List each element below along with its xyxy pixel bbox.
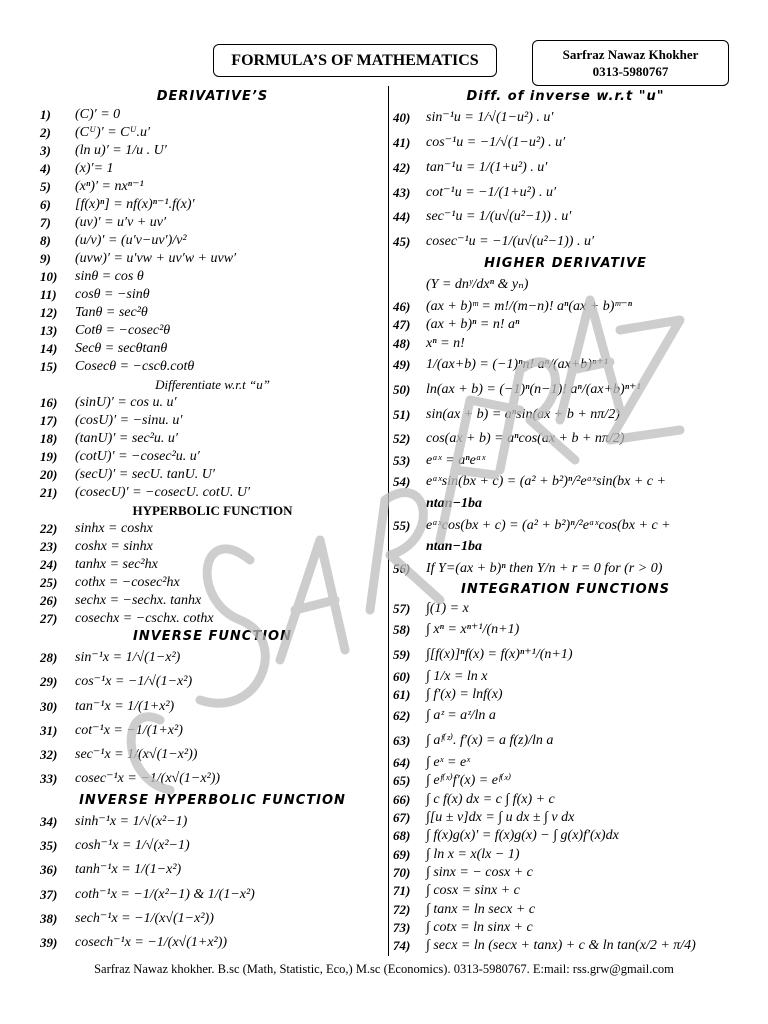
formula-number: 41) xyxy=(393,135,411,151)
formula-number: 28) xyxy=(40,650,58,665)
formula-text: sinh⁻¹x = 1/√(x²−1) xyxy=(75,813,188,829)
section-heading: HYPERBOLIC FUNCTION xyxy=(132,503,293,518)
formula-number: 35) xyxy=(40,838,58,854)
formula-row xyxy=(40,106,385,124)
formula-number: 50) xyxy=(393,381,411,397)
formula-row xyxy=(40,268,385,286)
formula-row xyxy=(40,538,385,556)
formula-row xyxy=(40,286,385,304)
formula-number: 16) xyxy=(40,395,58,410)
formula-row xyxy=(40,340,385,358)
formula-text: If Y=(ax + b)ⁿ then Y/n + r = 0 for (r > 0) xyxy=(426,560,663,576)
formula-number: 11) xyxy=(40,287,57,302)
formula-row xyxy=(40,574,385,592)
formula-text: (Y = dnʸ/dxⁿ & yₙ) xyxy=(426,277,529,293)
formula-text: ∫ c f(x) dx = c ∫ f(x) + c xyxy=(426,791,555,807)
formula-text: sin⁻¹x = 1/√(1−x²) xyxy=(75,650,181,665)
formula-number: 9) xyxy=(40,251,51,266)
formula-text: ln(ax + b) = (−1)ⁿ(n−1)! aⁿ/(ax+b)ⁿ⁺¹ xyxy=(426,381,641,397)
formula-text: Secθ = secθtanθ xyxy=(75,341,168,356)
formula-row xyxy=(393,864,738,882)
formula-text: sec⁻¹x = 1/(x√(1−x²)) xyxy=(75,747,198,763)
formula-number: 26) xyxy=(40,593,58,608)
formula-text: (sinU)′ = cos u. u′ xyxy=(75,395,177,410)
formula-text: ∫[u ± v]dx = ∫ u dx ± ∫ v dx xyxy=(426,809,575,825)
formula-number: 56) xyxy=(393,560,411,576)
formula-row xyxy=(393,131,738,156)
left-formula-column xyxy=(40,88,385,956)
formula-row xyxy=(393,181,738,206)
formula-number: 6) xyxy=(40,197,51,212)
formula-number: 4) xyxy=(40,161,51,176)
formula-row xyxy=(393,937,738,955)
formula-number: 38) xyxy=(40,910,58,926)
formula-row xyxy=(40,358,385,376)
formula-text: Tanθ = sec²θ xyxy=(75,305,148,320)
formula-text: cothx = −cosec²hx xyxy=(75,575,180,590)
formula-row xyxy=(40,883,385,907)
formula-row xyxy=(393,378,738,403)
author-name: Sarfraz Nawaz Khokher xyxy=(562,47,699,62)
formula-number: 54) xyxy=(393,474,411,490)
formula-row xyxy=(393,809,738,827)
formula-row xyxy=(393,618,738,643)
formula-number: 70) xyxy=(393,864,411,880)
formula-number: 73) xyxy=(393,920,411,935)
section-heading: HIGHER DERIVATIVE xyxy=(484,255,647,271)
formula-row xyxy=(40,484,385,502)
formula-row xyxy=(40,931,385,955)
formula-text: (cosecU)′ = −cosecU. cotU. U′ xyxy=(75,485,251,500)
formula-text: sec⁻¹u = 1/(u√(u²−1)) . u′ xyxy=(426,209,572,225)
formula-number: 2) xyxy=(40,125,51,140)
formula-number: 18) xyxy=(40,431,58,446)
formula-row xyxy=(40,466,385,484)
formula-text: eᵃˣ = aⁿeᵃˣ xyxy=(426,453,486,469)
formula-number: 71) xyxy=(393,883,411,899)
formula-row xyxy=(40,810,385,834)
formula-number: 5) xyxy=(40,179,51,194)
formula-text: tanh⁻¹x = 1/(1−x²) xyxy=(75,862,182,878)
formula-number: 29) xyxy=(40,674,58,690)
formula-text: (tanU)′ = sec²u. u′ xyxy=(75,431,178,446)
formula-row xyxy=(40,719,385,743)
formula-row xyxy=(393,557,738,582)
formula-number: 46) xyxy=(393,299,411,315)
formula-number: 64) xyxy=(393,754,411,770)
right-formula-column xyxy=(393,88,738,956)
formula-row xyxy=(40,178,385,196)
formula-number: 23) xyxy=(40,539,58,554)
formula-text: xⁿ = n! xyxy=(426,335,465,351)
formula-number: 36) xyxy=(40,862,58,878)
formula-row xyxy=(393,772,738,790)
formula-row xyxy=(40,592,385,610)
formula-row xyxy=(393,470,738,495)
formula-row xyxy=(393,156,738,181)
formula-row xyxy=(40,250,385,268)
formula-row xyxy=(40,214,385,232)
section-heading: INTEGRATION FUNCTIONS xyxy=(461,582,670,598)
formula-row xyxy=(393,882,738,900)
formula-number: 8) xyxy=(40,233,51,248)
formula-row xyxy=(393,353,738,378)
formula-number: 25) xyxy=(40,575,58,590)
formula-number: 37) xyxy=(40,886,58,902)
formula-number: 48) xyxy=(393,335,411,351)
formula-text: ∫ ln x = x(lx − 1) xyxy=(426,846,520,862)
formula-number: 7) xyxy=(40,215,51,230)
formula-number: 61) xyxy=(393,687,411,703)
formula-row xyxy=(393,901,738,919)
formula-row xyxy=(40,430,385,448)
formula-number: 43) xyxy=(393,184,411,200)
formula-number: 63) xyxy=(393,733,411,749)
formula-row xyxy=(40,556,385,574)
formula-text: ∫ aᶻ = aᶻ/ln a xyxy=(426,708,496,724)
formula-text: (Cᵁ)′ = Cᵁ.u′ xyxy=(75,125,151,140)
section-subheading: Differentiate w.r.t “u” xyxy=(155,377,270,392)
formula-text: (u/v)′ = (u′v−uv′)/v² xyxy=(75,233,187,248)
formula-row xyxy=(40,858,385,882)
column-divider xyxy=(388,86,389,956)
formula-row xyxy=(393,754,738,772)
formula-number: 49) xyxy=(393,357,411,373)
formula-text: cos⁻¹x = −1/√(1−x²) xyxy=(75,674,193,690)
formula-number: 51) xyxy=(393,406,411,422)
formula-text: ∫ cotx = ln sinx + c xyxy=(426,920,533,935)
formula-row xyxy=(393,316,738,334)
formula-text: (C)′ = 0 xyxy=(75,107,121,122)
formula-text: ∫ f′(x) = lnf(x) xyxy=(426,687,503,703)
formula-text: cot⁻¹x = −1/(1+x²) xyxy=(75,722,183,738)
formula-number: 14) xyxy=(40,341,58,356)
formula-text: (ln u)′ = 1/u . U′ xyxy=(75,143,167,158)
formula-text: ∫ eᶠ⁽ˣ⁾f′(x) = eᶠ⁽ˣ⁾ xyxy=(426,773,512,789)
formula-continuation xyxy=(393,538,738,556)
formula-row xyxy=(393,230,738,255)
formula-number: 34) xyxy=(40,813,58,829)
formula-continuation xyxy=(393,495,738,513)
formula-number: 21) xyxy=(40,485,58,500)
formula-text: sech⁻¹x = −1/(x√(1−x²)) xyxy=(75,910,214,926)
formula-text: ∫ aᶠ⁽ᶻ⁾. f′(x) = a f(z)/ln a xyxy=(426,733,554,749)
author-phone: 0313-5980767 xyxy=(592,64,669,79)
formula-text: ∫ f(x)g(x)′ = f(x)g(x) − ∫ g(x)f′(x)dx xyxy=(426,828,619,844)
formula-number: 13) xyxy=(40,323,58,338)
formula-row xyxy=(393,205,738,230)
formula-number: 32) xyxy=(40,747,58,763)
formula-text: Cotθ = −cosec²θ xyxy=(75,323,171,338)
formula-number: 74) xyxy=(393,938,411,954)
formula-row xyxy=(40,412,385,430)
formula-number: 66) xyxy=(393,791,411,807)
author-box xyxy=(532,40,729,86)
formula-text: ∫ xⁿ = xⁿ⁺¹/(n+1) xyxy=(426,622,520,638)
page-title: FORMULA’S OF MATHEMATICS xyxy=(213,44,497,77)
formula-row xyxy=(393,919,738,937)
formula-text: cosec⁻¹x = −1/(x√(1−x²)) xyxy=(75,771,221,787)
formula-row xyxy=(40,160,385,178)
formula-number: 52) xyxy=(393,431,411,447)
section-heading: INVERSE HYPERBOLIC FUNCTION xyxy=(79,792,346,808)
formula-row xyxy=(393,514,738,539)
formula-row xyxy=(393,298,738,316)
formula-row xyxy=(40,124,385,142)
formula-row xyxy=(393,827,738,845)
formula-row xyxy=(40,610,385,628)
formula-row xyxy=(40,304,385,322)
formula-row xyxy=(40,322,385,340)
formula-number: 40) xyxy=(393,110,411,126)
formula-number: 47) xyxy=(393,317,411,333)
formula-text: ∫ 1/x = ln x xyxy=(426,668,488,684)
formula-number: 60) xyxy=(393,668,411,684)
formula-row xyxy=(40,907,385,931)
formula-number: 1) xyxy=(40,107,51,122)
formula-number: 19) xyxy=(40,449,58,464)
formula-text: tanhx = sec²hx xyxy=(75,557,158,572)
formula-text: cosec⁻¹u = −1/(u√(u²−1)) . u′ xyxy=(426,234,594,250)
formula-row xyxy=(393,686,738,704)
formula-text: tan⁻¹x = 1/(1+x²) xyxy=(75,698,175,714)
formula-number: 27) xyxy=(40,611,58,626)
formula-number: 62) xyxy=(393,708,411,724)
formula-text: tan⁻¹u = 1/(1+u²) . u′ xyxy=(426,159,548,175)
formula-row xyxy=(40,695,385,719)
formula-row xyxy=(393,335,738,353)
formula-number: 68) xyxy=(393,828,411,844)
formula-text: cosh⁻¹x = 1/√(x²−1) xyxy=(75,838,190,854)
formula-text: ntan−1ba xyxy=(426,539,482,555)
formula-row xyxy=(393,704,738,729)
formula-row xyxy=(393,729,738,754)
formula-row xyxy=(40,520,385,538)
formula-number: 72) xyxy=(393,901,411,917)
formula-row xyxy=(393,600,738,618)
formula-number: 67) xyxy=(393,809,411,825)
formula-text: (uv)′ = u′v + uv′ xyxy=(75,215,167,230)
formula-row xyxy=(393,403,738,428)
formula-row xyxy=(393,106,738,131)
formula-number: 44) xyxy=(393,209,411,225)
formula-row xyxy=(40,448,385,466)
formula-text: ∫ eˣ = eˣ xyxy=(426,754,471,770)
formula-number: 59) xyxy=(393,646,411,662)
formula-number: 57) xyxy=(393,600,411,616)
formula-row xyxy=(40,834,385,858)
formula-text: (x)′= 1 xyxy=(75,161,114,176)
formula-number: 17) xyxy=(40,413,58,428)
formula-text: (ax + b)ⁿ = n! aⁿ xyxy=(426,317,520,333)
formula-row xyxy=(40,232,385,250)
formula-text: [f(x)ⁿ] = nf(x)ⁿ⁻¹.f(x)′ xyxy=(75,197,195,212)
footer-credit: Sarfraz Nawaz khokher. B.sc (Math, Statistic, Eco,) M.sc (Economics). 0313-5980767. E:mail: rss.grw@gmail.com xyxy=(94,962,674,976)
formula-text: sinhx = coshx xyxy=(75,521,153,536)
formula-number: 30) xyxy=(40,698,58,714)
formula-number: 22) xyxy=(40,521,58,536)
formula-text: ∫ cosx = sinx + c xyxy=(426,883,520,899)
formula-row xyxy=(40,142,385,160)
formula-row xyxy=(393,791,738,809)
formula-text: ∫ sinx = − cosx + c xyxy=(426,864,533,880)
formula-text: coth⁻¹x = −1/(x²−1) & 1/(1−x²) xyxy=(75,886,255,902)
formula-row xyxy=(40,394,385,412)
formula-text: sechx = −sechx. tanhx xyxy=(75,593,202,608)
formula-text: cos(ax + b) = aⁿcos(ax + b + nπ/2) xyxy=(426,431,625,447)
formula-row xyxy=(393,452,738,470)
formula-number: 33) xyxy=(40,771,58,787)
formula-number: 31) xyxy=(40,722,58,738)
formula-row xyxy=(393,427,738,452)
formula-number: 10) xyxy=(40,269,58,284)
formula-number: 45) xyxy=(393,234,411,250)
formula-number: 58) xyxy=(393,622,411,638)
formula-text: (xⁿ)′ = nxⁿ⁻¹ xyxy=(75,179,144,194)
formula-number: 69) xyxy=(393,846,411,862)
formula-text: cosech⁻¹x = −1/(x√(1+x²)) xyxy=(75,935,228,951)
formula-row xyxy=(40,646,385,670)
formula-number: 20) xyxy=(40,467,58,482)
formula-text: (cotU)′ = −cosec²u. u′ xyxy=(75,449,200,464)
formula-text: eᵃˣsin(bx + c) = (a² + b²)ⁿ/²eᵃˣsin(bx + c + xyxy=(426,474,666,490)
section-heading: Diff. of inverse w.r.t "u" xyxy=(466,89,665,104)
formula-row xyxy=(40,767,385,791)
formula-number: 24) xyxy=(40,557,58,572)
formula-text: sin(ax + b) = aⁿsin(ax + b + nπ/2) xyxy=(426,406,620,422)
formula-text: cos⁻¹u = −1/√(1−u²) . u′ xyxy=(426,135,566,151)
formula-text: (cosU)′ = −sinu. u′ xyxy=(75,413,183,428)
formula-text: sin⁻¹u = 1/√(1−u²) . u′ xyxy=(426,110,554,126)
formula-number: 15) xyxy=(40,359,58,374)
formula-number: 42) xyxy=(393,159,411,175)
section-heading: INVERSE FUNCTION xyxy=(133,629,292,644)
formula-number: 3) xyxy=(40,143,51,158)
formula-text: ∫ secx = ln (secx + tanx) + c & ln tan(x/2 + π/4) xyxy=(426,938,696,954)
formula-row xyxy=(40,196,385,214)
formula-text: coshx = sinhx xyxy=(75,539,153,554)
formula-row xyxy=(40,743,385,767)
formula-number: 53) xyxy=(393,453,411,469)
formula-row xyxy=(393,668,738,686)
formula-text: (secU)′ = secU. tanU. U′ xyxy=(75,467,215,482)
formula-text: ∫(1) = x xyxy=(426,600,469,616)
formula-row xyxy=(393,643,738,668)
formula-text: ∫ tanx = ln secx + c xyxy=(426,901,536,917)
formula-text: (ax + b)ᵐ = m!/(m−n)! aⁿ(ax + b)ᵐ⁻ⁿ xyxy=(426,299,633,315)
formula-number: 12) xyxy=(40,305,58,320)
formula-text: (uvw)′ = u′vw + uv′w + uvw′ xyxy=(75,251,237,266)
formula-text: ∫[f(x)]ⁿf(x) = f(x)ⁿ⁺¹/(n+1) xyxy=(426,646,573,662)
formula-text: eᵃˣcos(bx + c) = (a² + b²)ⁿ/²eᵃˣcos(bx + c + xyxy=(426,517,671,533)
formula-text: cot⁻¹u = −1/(1+u²) . u′ xyxy=(426,184,557,200)
formula-number: 55) xyxy=(393,517,411,533)
formula-text: ntan−1ba xyxy=(426,496,482,512)
section-heading: DERIVATIVE’S xyxy=(156,89,269,104)
formula-text: sinθ = cos θ xyxy=(75,269,144,284)
formula-text: cosechx = −cschx. cothx xyxy=(75,611,214,626)
formula-text: cosθ = −sinθ xyxy=(75,287,150,302)
formula-row xyxy=(40,670,385,694)
formula-number: 65) xyxy=(393,773,411,789)
formula-text: 1/(ax+b) = (−1)ⁿn! aⁿ/(ax+b)ⁿ⁺¹ xyxy=(426,357,608,373)
formula-row xyxy=(393,846,738,864)
formula-number: 39) xyxy=(40,935,58,951)
formula-text: Cosecθ = −cscθ.cotθ xyxy=(75,359,195,374)
formula-row xyxy=(393,273,738,298)
